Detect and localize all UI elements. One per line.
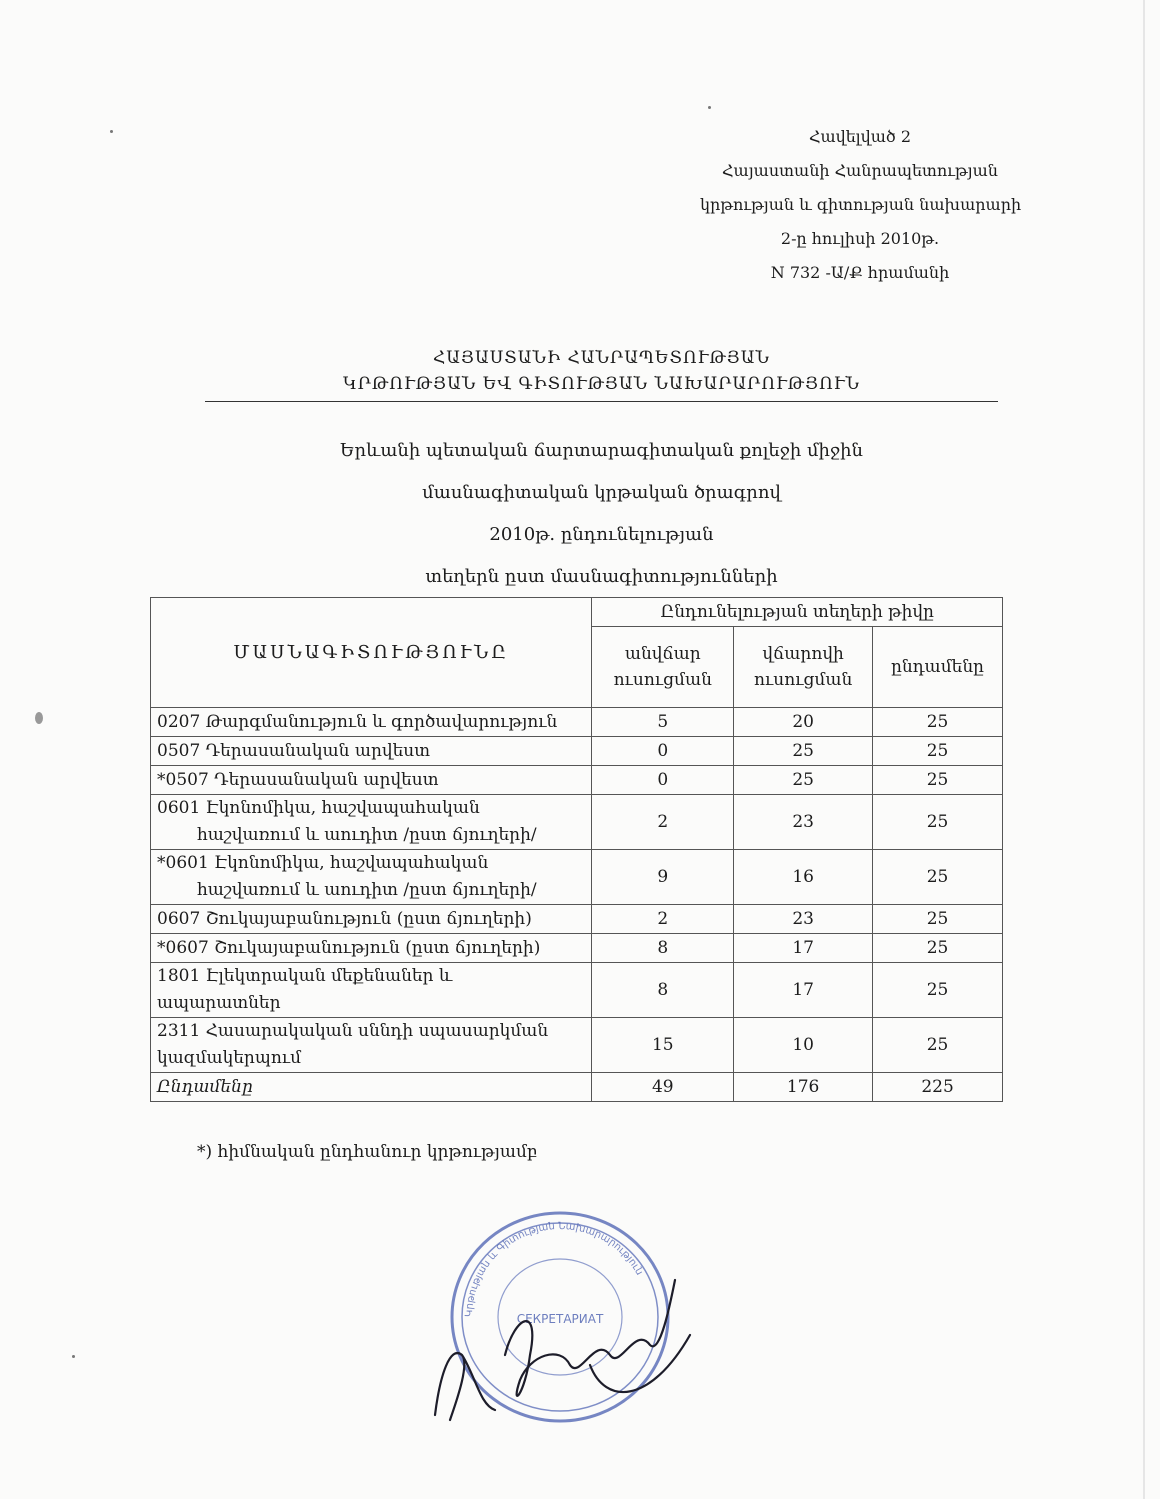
- header-paid: [734, 627, 873, 708]
- specialty-cell: [151, 1018, 592, 1073]
- free-cell: 0: [592, 737, 734, 766]
- free-cell: 2: [592, 795, 734, 850]
- header-total: ընդամենը: [873, 627, 1003, 708]
- free-cell: 0: [592, 766, 734, 795]
- table-row: [151, 934, 1003, 963]
- total-cell: 25: [873, 737, 1003, 766]
- paid-cell: 25: [734, 737, 873, 766]
- total-cell: 25: [873, 934, 1003, 963]
- annex-line: Հավելված 2: [808, 127, 912, 146]
- total-cell: 25: [873, 905, 1003, 934]
- title-line: 2010թ. ընդունելության: [489, 524, 714, 545]
- annex-block: [700, 120, 1020, 290]
- total-cell: 25: [873, 1018, 1003, 1073]
- specialty-cell: 0607 Շուկայաբանություն (ըստ ճյուղերի): [151, 905, 592, 934]
- specialty-line: 2311 Հասարակական սննդի սպասարկման: [157, 1021, 549, 1041]
- table-row: [151, 737, 1003, 766]
- free-cell: 8: [592, 934, 734, 963]
- footnote: *) հիմնական ընդհանուր կրթությամբ: [197, 1142, 538, 1162]
- free-cell: 2: [592, 905, 734, 934]
- title-line: Երևանի պետական ճարտարագիտական քոլեջի միջին: [340, 440, 863, 461]
- header-specialty: ՄԱՍՆԱԳԻՏՈՒԹՅՈՒՆԸ: [151, 598, 592, 708]
- table-row: [151, 795, 1003, 850]
- table-row: [151, 850, 1003, 905]
- paid-cell: 17: [734, 934, 873, 963]
- scan-speck: [35, 712, 43, 724]
- table-row: [151, 708, 1003, 737]
- official-seal: [420, 1205, 700, 1430]
- admission-table: [150, 597, 1003, 1102]
- paid-cell: 20: [734, 708, 873, 737]
- ministry-line: ԿՐԹՈՒԹՅԱՆ ԵՎ ԳԻՏՈՒԹՅԱՆ ՆԱԽԱՐԱՐՈՒԹՅՈՒՆ: [343, 374, 860, 394]
- total-cell: 25: [873, 850, 1003, 905]
- total-free-cell: 49: [592, 1073, 734, 1102]
- specialty-cell: *0507 Դերասանական արվեստ: [151, 766, 592, 795]
- header-free-line1: անվճար: [624, 644, 701, 664]
- paid-cell: 23: [734, 795, 873, 850]
- annex-line: 2-ը հուլիսի 2010թ.: [780, 229, 940, 248]
- specialty-cell: [151, 963, 592, 1018]
- table-row: [151, 1018, 1003, 1073]
- paid-cell: 10: [734, 1018, 873, 1073]
- seal-ring-text: Կրթության և Գիտության Նախարարություն: [463, 1220, 645, 1318]
- table-row: [151, 905, 1003, 934]
- specialty-cell: 0507 Դերասանական արվեստ: [151, 737, 592, 766]
- header-free: [592, 627, 734, 708]
- total-cell: 25: [873, 795, 1003, 850]
- paid-cell: 17: [734, 963, 873, 1018]
- specialty-line: ապարատներ: [157, 993, 281, 1013]
- specialty-line: 0601 Էկոնոմիկա, հաշվապահական: [157, 798, 480, 818]
- ministry-line: ՀԱՅԱՍՏԱՆԻ ՀԱՆՐԱՊԵՏՈՒԹՅԱՆ: [432, 348, 771, 368]
- total-label: Ընդամենը: [151, 1073, 592, 1102]
- specialty-cell: [151, 850, 592, 905]
- specialty-cell: *0607 Շուկայաբանություն (ըստ ճյուղերի): [151, 934, 592, 963]
- document-title: [205, 430, 998, 598]
- header-free-line2: ուսուցման: [613, 670, 712, 690]
- scan-speck: [110, 130, 113, 133]
- scan-speck: [708, 106, 711, 109]
- specialty-cell: [151, 795, 592, 850]
- title-line: տեղերն ըստ մասնագիտությունների: [425, 566, 778, 587]
- header-places-count: Ընդունելության տեղերի թիվը: [592, 598, 1003, 627]
- table-total-row: [151, 1073, 1003, 1102]
- total-paid-cell: 176: [734, 1073, 873, 1102]
- title-line: մասնագիտական կրթական ծրագրով: [422, 482, 781, 503]
- total-cell: 25: [873, 963, 1003, 1018]
- header-paid-line2: ուսուցման: [754, 670, 853, 690]
- paid-cell: 23: [734, 905, 873, 934]
- specialty-cell: 0207 Թարգմանություն և գործավարություն: [151, 708, 592, 737]
- ministry-heading: [205, 345, 998, 397]
- free-cell: 5: [592, 708, 734, 737]
- table-header-row: [151, 598, 1003, 627]
- total-total-cell: 225: [873, 1073, 1003, 1102]
- specialty-line: հաշվառում և աուդիտ /ըստ ճյուղերի/: [197, 825, 537, 845]
- specialty-line: հաշվառում և աուդիտ /ըստ ճյուղերի/: [197, 880, 537, 900]
- total-cell: 25: [873, 766, 1003, 795]
- free-cell: 8: [592, 963, 734, 1018]
- paid-cell: 16: [734, 850, 873, 905]
- heading-rule: [205, 401, 998, 402]
- paid-cell: 25: [734, 766, 873, 795]
- annex-line: N 732 -Ա/Ք հրամանի: [770, 263, 950, 282]
- specialty-line: կազմակերպում: [157, 1048, 302, 1068]
- header-paid-line1: վճարովի: [762, 644, 844, 664]
- free-cell: 9: [592, 850, 734, 905]
- table-row: [151, 766, 1003, 795]
- annex-line: կրթության և գիտության նախարարի: [700, 195, 1022, 214]
- free-cell: 15: [592, 1018, 734, 1073]
- seal-center-text: СЕКРЕТАРИАТ: [516, 1312, 604, 1326]
- annex-line: Հայաստանի Հանրապետության: [722, 161, 998, 180]
- specialty-line: 1801 Էլեկտրական մեքենաներ և: [157, 966, 453, 986]
- total-cell: 25: [873, 708, 1003, 737]
- table-row: [151, 963, 1003, 1018]
- seal-with-signature: [420, 1205, 700, 1430]
- specialty-line: *0601 Էկոնոմիկա, հաշվապահական: [157, 853, 489, 873]
- page-edge: [1143, 0, 1145, 1499]
- scan-speck: [72, 1355, 75, 1358]
